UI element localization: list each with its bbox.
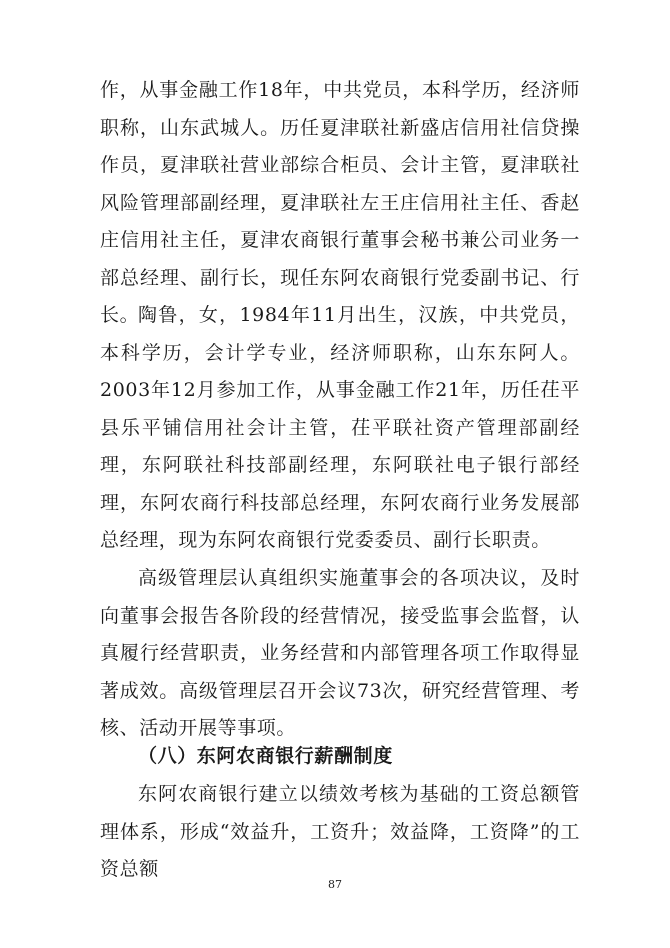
section-heading: （八）东阿农商银行薪酬制度	[138, 745, 393, 767]
paragraph-tao-lu-bio: 陶鲁，女，1984年11月出生，汉族，中共党员，本科学历，会计学专业，经济师职称，山东东阿人。2003年12月参加工作，从事金融工作21年，历任茌平县乐平铺信用社会计主管，茌平联社资产管理部副经理，东阿联社科技部副经理，东阿联社电子银行部经理，东阿农商行科技部总经理，东阿农商行业务发展部总经理，现为东阿农商银行党委委员、副行长职责。	[100, 304, 580, 551]
paragraph-senior-management: 高级管理层认真组织实施董事会的各项决议，及时向董事会报告各阶段的经营情况，接受监事会监督，认真履行经营职责，业务经营和内部管理各项工作取得显著成效。高级管理层召开会议73次，研究经营管理、考核、活动开展等事项。	[100, 567, 580, 739]
paragraph-continued-bio: 作，从事金融工作18年，中共党员，本科学历，经济师职称，山东武城人。历任夏津联社新盛店信用社信贷操作员，夏津联社营业部综合柜员、会计主管，夏津联社风险管理部副经理，夏津联社左王庄信用社主任、香赵庄信用社主任，夏津农商银行董事会秘书兼公司业务一部总经理、副行长，现任东阿农商银行党委副书记、行长。	[100, 79, 580, 326]
page-number: 87	[328, 878, 342, 891]
paragraph-compensation: 东阿农商银行建立以绩效考核为基础的工资总额管理体系，形成“效益升，工资升；效益降，工资降”的工资总额	[100, 783, 580, 880]
